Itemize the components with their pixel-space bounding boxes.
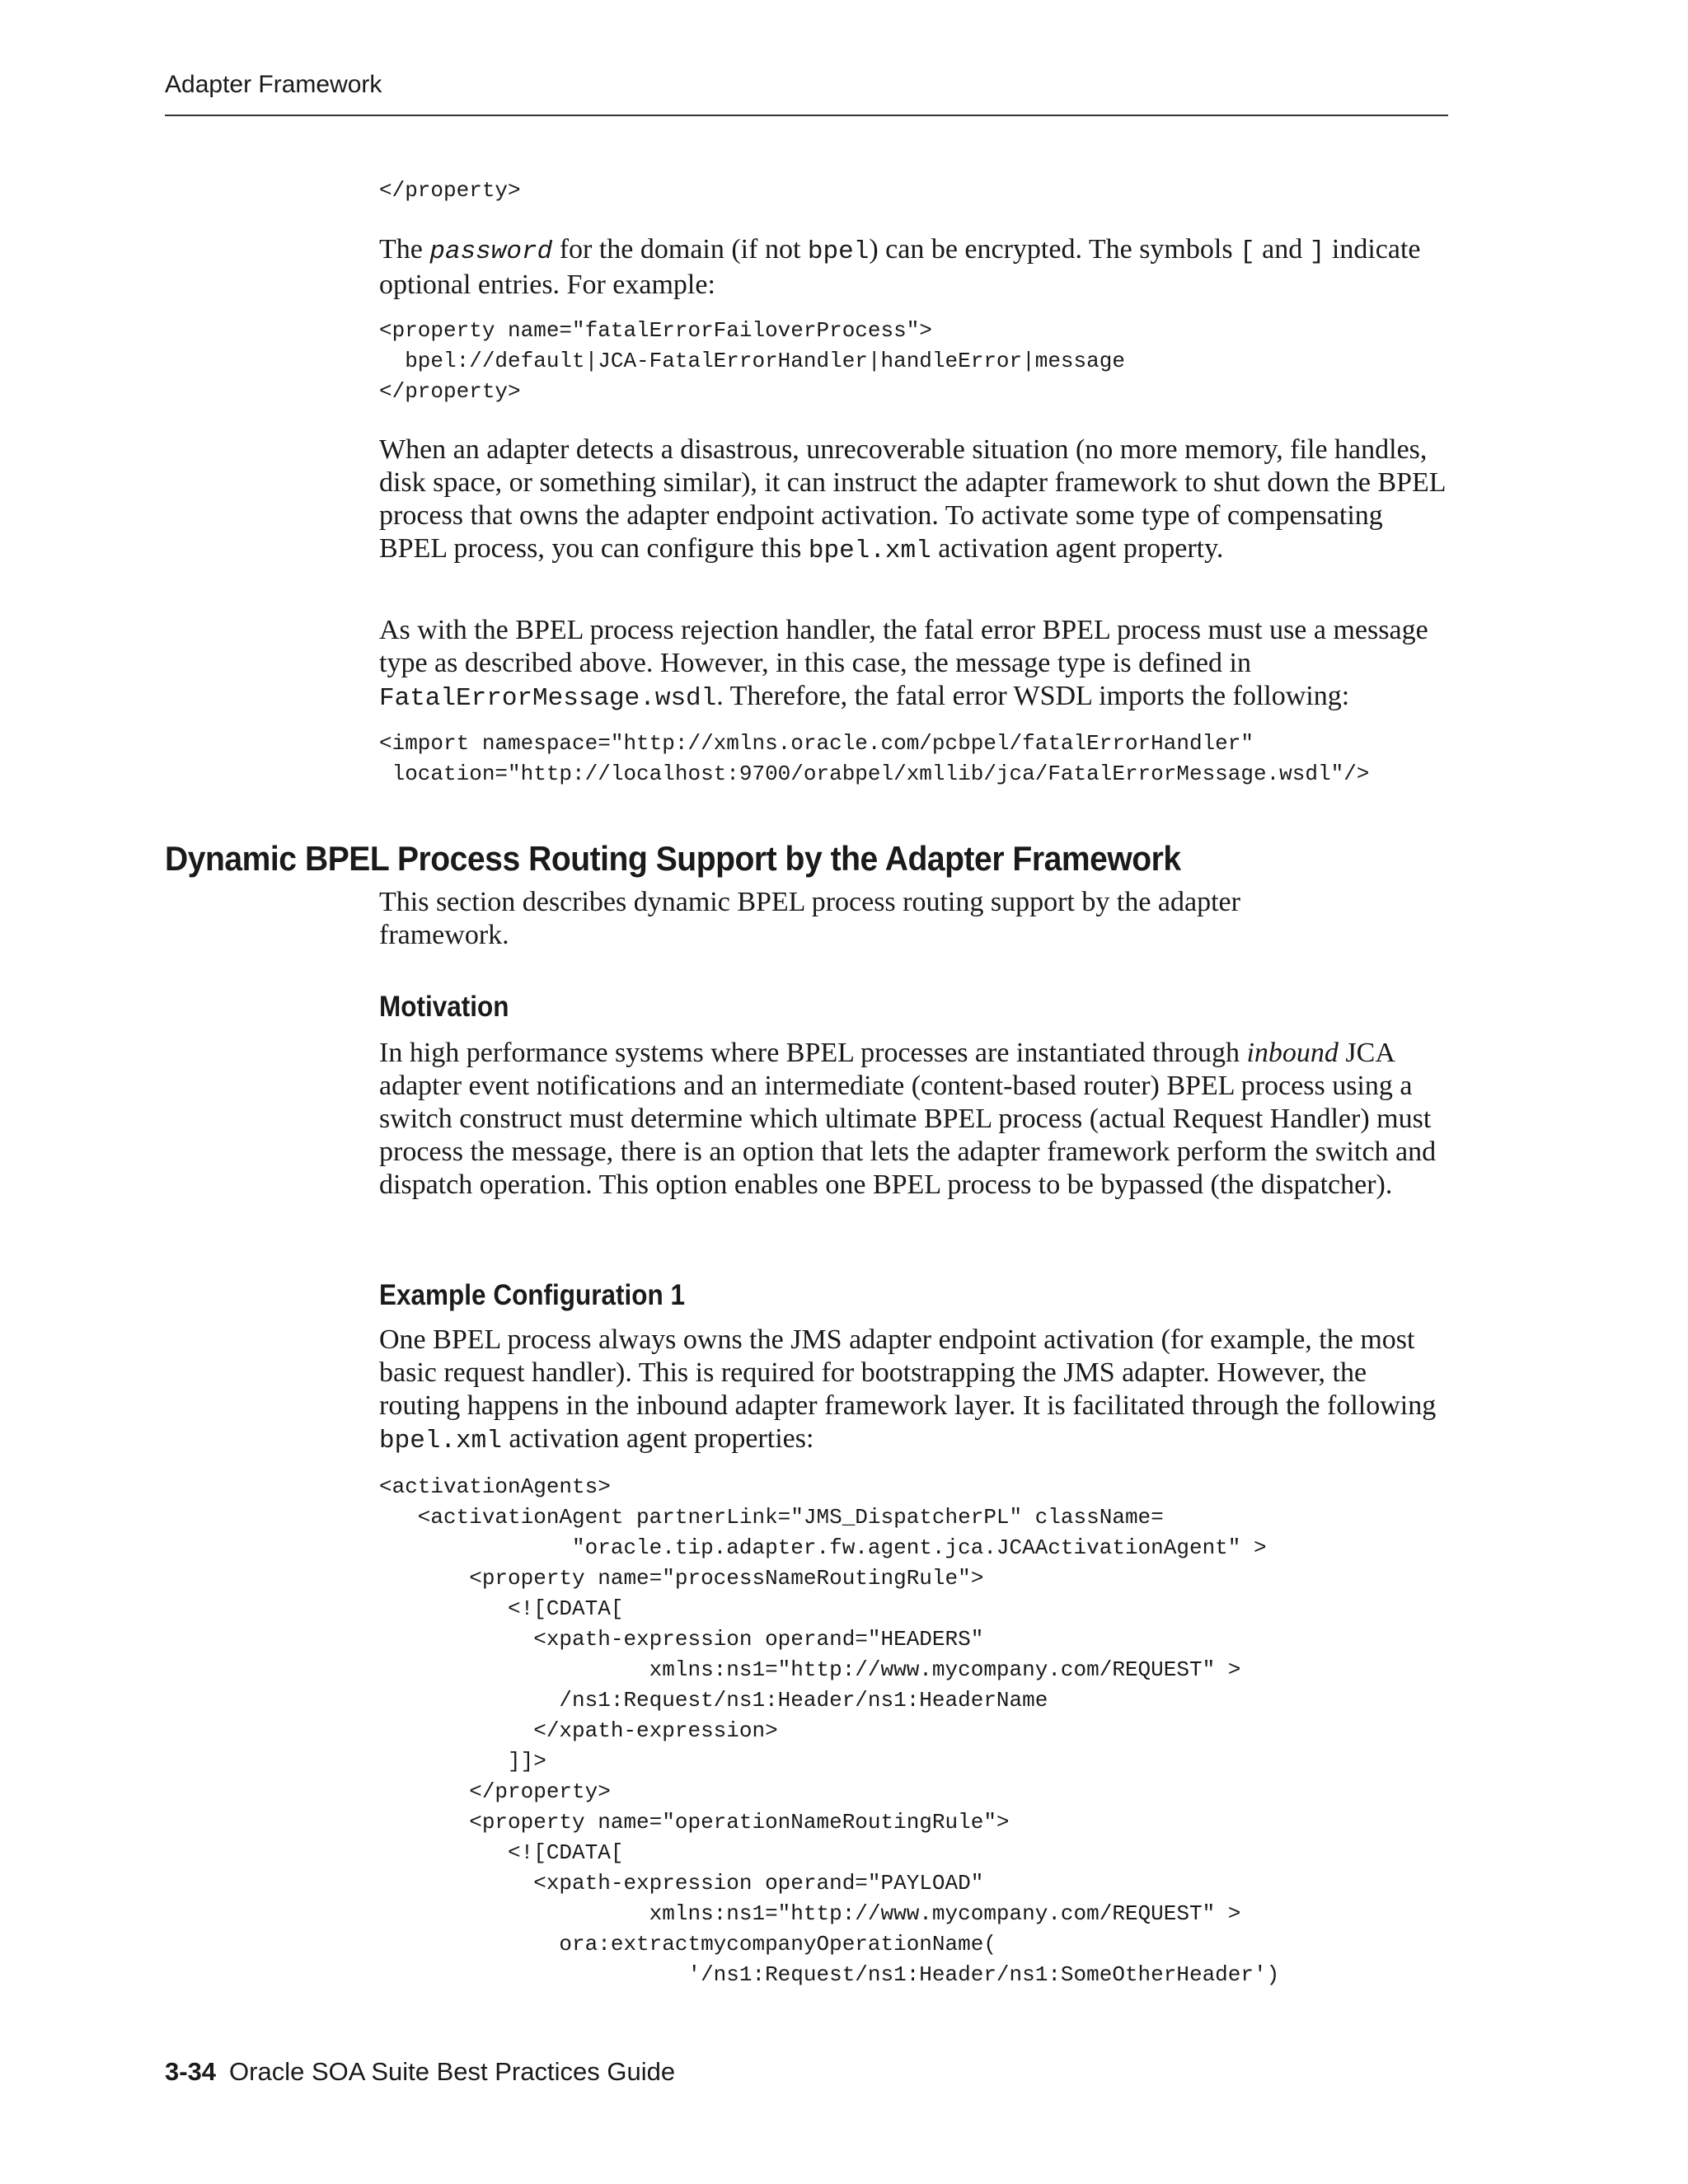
subheading-example-configuration: Example Configuration 1 xyxy=(379,1279,686,1311)
code-block-fatal-error-property: <property name="fatalErrorFailoverProcess"> bpel://default|JCA-FatalErrorHandler|handleError|message </property> xyxy=(379,318,1125,404)
text-run: and xyxy=(1254,234,1310,265)
inline-code-password: password xyxy=(429,237,553,266)
text-run: When an adapter detects a disastrous, unrecoverable situation (no more memory, file handles, disk space, or something similar), it can instruct the adapter framework to shut down the BPEL process that owns the adapter endpoint activation. To activate some type of compensating BPEL process, you can configure this xyxy=(379,434,1446,564)
text-run: indicate optional entries. For example: xyxy=(379,234,1421,300)
paragraph-rejection-handler xyxy=(379,614,1451,715)
code-block-activation-agents: <activationAgents> <activationAgent partnerLink="JMS_DispatcherPL" className= "oracle.tip.adapter.fw.agent.jca.JCAActivationAgent" > <property name="processNameRoutingRule"> <![CDATA[ <xpath-expression operand="HEADERS" xmlns:ns1="http://www.mycompany.com/REQUEST" > /ns1:Request/ns1:Header/ns1:HeaderName </xpath-expression> ]]> </property> <property name="operationNameRoutingRule"> <![CDATA[ <xpath-expression operand="PAYLOAD" xmlns:ns1="http://www.mycompany.com/REQUEST" > ora:extractmycompanyOperationName( '/ns1:Request/ns1:Header/ns1:SomeOtherHeader') xyxy=(379,1474,1280,1987)
text-run: JCA adapter event notifications and an intermediate (content-based router) BPEL process using a switch construct must determine which ultimate BPEL process (actual Request Handler) must process the message, there is an option that lets the adapter framework perform the switch and dispatch operation. This option enables one BPEL process to be bypassed (the dispatcher). xyxy=(379,1038,1437,1200)
text-run: The xyxy=(379,234,430,265)
header-rule xyxy=(165,115,1448,116)
inline-code-bpel: bpel xyxy=(807,237,870,266)
inline-code-open-bracket: [ xyxy=(1240,237,1255,266)
paragraph-section-intro: This section describes dynamic BPEL process routing support by the adapter framework. xyxy=(379,887,1240,950)
book-title: Oracle SOA Suite Best Practices Guide xyxy=(229,2057,676,2086)
text-run: As with the BPEL process rejection handler, the fatal error BPEL process must use a message type as described above. However, in this case, the message type is defined in xyxy=(379,615,1428,678)
inline-code-bpel-xml: bpel.xml xyxy=(808,537,931,565)
subheading-motivation: Motivation xyxy=(379,991,509,1023)
text-run: One BPEL process always owns the JMS adapter endpoint activation (for example, the most basic request handler). This is required for bootstrapping the JMS adapter. However, the routing happens in the inbound adapter framework layer. It is facilitated through the following xyxy=(379,1324,1437,1421)
text-run: In high performance systems where BPEL processes are instantiated through xyxy=(379,1038,1247,1068)
inline-code-close-bracket: ] xyxy=(1309,237,1325,266)
paragraph-motivation xyxy=(379,1037,1451,1202)
paragraph-password xyxy=(379,233,1451,302)
section-heading-dynamic-routing: Dynamic BPEL Process Routing Support by the Adapter Framework xyxy=(165,839,1181,878)
inline-code-fatal-error-wsdl: FatalErrorMessage.wsdl xyxy=(379,684,717,713)
text-run: for the domain (if not xyxy=(552,234,808,265)
page-footer xyxy=(165,2057,675,2087)
text-run: . Therefore, the fatal error WSDL imports the following: xyxy=(716,681,1350,711)
paragraph-example-configuration xyxy=(379,1324,1451,1458)
running-header: Adapter Framework xyxy=(165,71,382,98)
emphasis-inbound: inbound xyxy=(1246,1038,1339,1068)
inline-code-bpel-xml: bpel.xml xyxy=(379,1427,502,1455)
code-block-import: <import namespace="http://xmlns.oracle.com/pcbpel/fatalErrorHandler" location="http://localhost:9700/orabpel/xmllib/jca/FatalErrorMessage.wsdl"/> xyxy=(379,731,1370,786)
text-run: activation agent properties: xyxy=(501,1423,814,1454)
text-run: ) can be encrypted. The symbols xyxy=(869,234,1240,265)
code-block-closing-property: </property> xyxy=(379,178,521,203)
page-number: 3-34 xyxy=(165,2057,217,2086)
paragraph-disastrous-situation xyxy=(379,434,1451,568)
text-run: activation agent property. xyxy=(931,533,1224,564)
